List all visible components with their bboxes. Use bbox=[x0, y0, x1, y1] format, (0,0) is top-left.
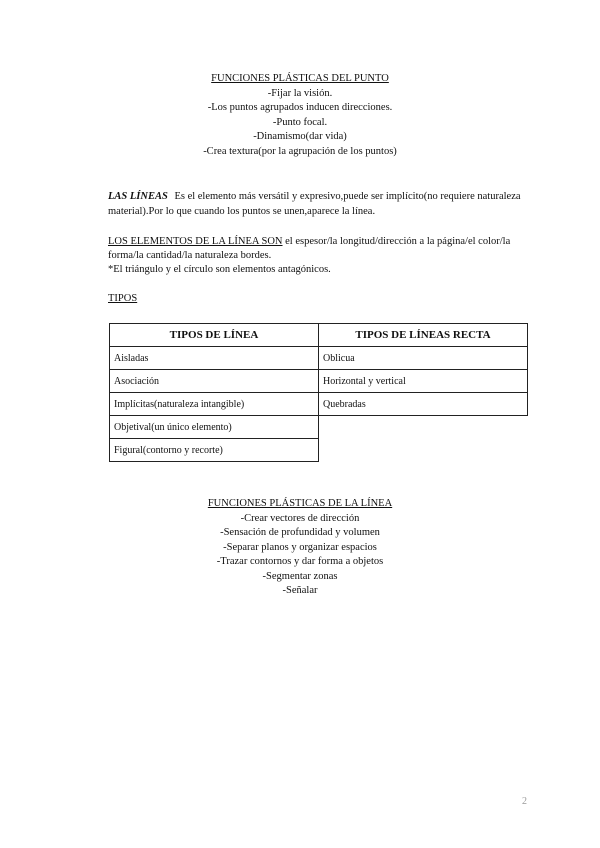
table-row bbox=[110, 416, 528, 439]
table-row bbox=[110, 393, 528, 416]
page-number: 2 bbox=[522, 796, 527, 807]
table-cell: Aisladas bbox=[110, 347, 319, 370]
linea-item: -Trazar contornos y dar forma a objetos bbox=[216, 556, 384, 567]
table-header-row bbox=[110, 324, 528, 347]
table-cell: Asociación bbox=[110, 370, 319, 393]
linea-item: -Segmentar zonas bbox=[262, 570, 338, 582]
linea-functions-section bbox=[0, 497, 600, 599]
table-cell-empty bbox=[319, 439, 528, 462]
punto-item: -Los puntos agrupados inducen direcciones. bbox=[207, 102, 393, 113]
linea-item: -Sensación de profundidad y volumen bbox=[220, 527, 380, 538]
tipos-table bbox=[109, 323, 528, 462]
lineas-heading: LAS LÍNEAS bbox=[108, 191, 168, 202]
linea-title: FUNCIONES PLÁSTICAS DE LA LÍNEA bbox=[207, 498, 393, 509]
table-cell-empty bbox=[319, 416, 528, 439]
table-row bbox=[110, 347, 528, 370]
table-cell: Objetival(un único elemento) bbox=[110, 416, 319, 439]
elementos-heading: LOS ELEMENTOS DE LA LÍNEA SON bbox=[108, 236, 283, 247]
tipos-heading: TIPOS bbox=[108, 293, 138, 304]
lineas-text: Es el elemento más versátil y expresivo,puede ser implícito(no requiere naturaleza material).Por lo que cuando los puntos se unen,aparece la línea. bbox=[108, 191, 521, 217]
elementos-note: *El triángulo y el círculo son elementos antagónicos. bbox=[108, 264, 331, 275]
linea-item: -Separar planos y organizar espacios bbox=[223, 541, 377, 553]
table-row bbox=[110, 370, 528, 393]
table-cell: Oblicua bbox=[319, 347, 528, 370]
table-header-cell: TIPOS DE LÍNEAS RECTA bbox=[319, 324, 528, 347]
elementos-paragraph bbox=[108, 235, 528, 277]
table-cell: Figural(contorno y recorte) bbox=[110, 439, 319, 462]
linea-item: -Señalar bbox=[282, 585, 318, 596]
table-row bbox=[110, 439, 528, 462]
punto-functions-section bbox=[0, 72, 600, 159]
table-cell: Quebradas bbox=[319, 393, 528, 416]
punto-item: -Fijar la visión. bbox=[267, 87, 333, 99]
table-cell: Horizontal y vertical bbox=[319, 370, 528, 393]
punto-item: -Dinamismo(dar vida) bbox=[253, 131, 347, 142]
punto-item: -Crea textura(por la agrupación de los puntos) bbox=[203, 145, 397, 157]
linea-item: -Crear vectores de dirección bbox=[240, 512, 360, 524]
table-cell: Implícitas(naturaleza intangible) bbox=[110, 393, 319, 416]
table-header-cell: TIPOS DE LÍNEA bbox=[110, 324, 319, 347]
lineas-paragraph bbox=[108, 189, 523, 219]
punto-title: FUNCIONES PLÁSTICAS DEL PUNTO bbox=[211, 73, 389, 84]
punto-item: -Punto focal. bbox=[272, 116, 328, 128]
elementos-text: el espesor/la longitud/dirección a la página/el color/la forma/la cantidad/la naturaleza bordes. bbox=[108, 236, 511, 261]
